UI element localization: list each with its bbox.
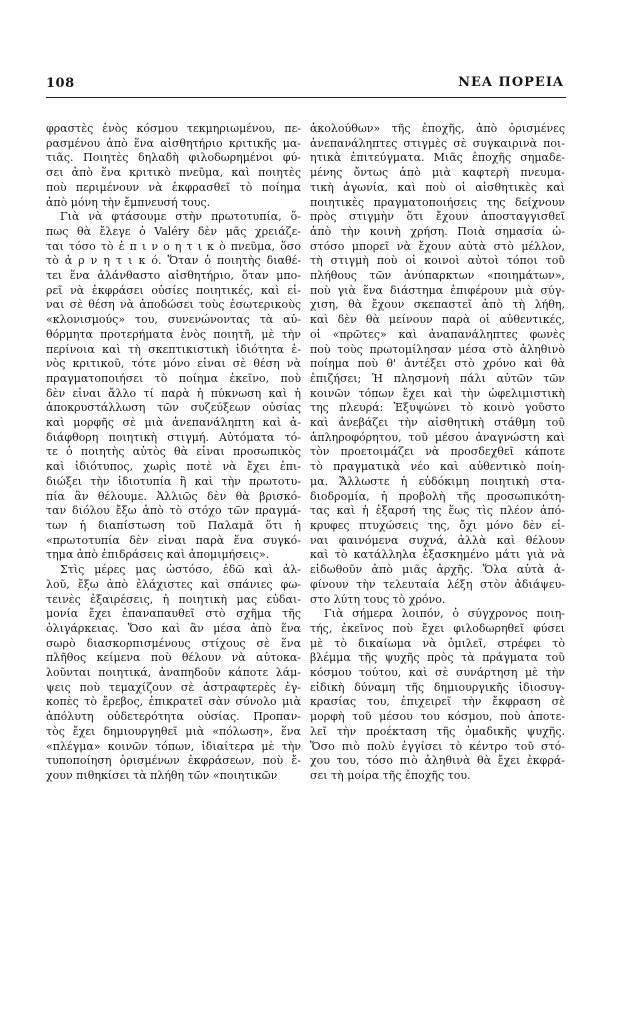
- text-line: των ἡ διαπίστωση τοῦ Παλαμᾶ ὅτι ἡ: [46, 518, 301, 532]
- text-line: ναι σὲ θέση νὰ ἀποδώσει τοὺς ἐσωτερικοὺς: [46, 298, 301, 312]
- text-line: περίνοια καὶ τὴ σκεπτικιστικὴ ἰδιότητα ἑ-: [46, 342, 301, 356]
- text-line: Γιὰ νὰ φτάσουμε στὴν πρωτοτυπία, ὅ-: [60, 210, 301, 224]
- text-line: καὶ ἀνεβάζει τὴν αἰσθητικὴ στάθμη τοῦ: [310, 416, 565, 430]
- text-line: φίνουν τὴν τελευταία λέξη στὸν ἀδιάψευ-: [310, 577, 565, 591]
- running-head: ΝΕΑ ΠΟΡΕΙΑ: [458, 75, 564, 90]
- text-line: Ὅσο πιὸ πολὺ ἐγγίσει τὸ κέντρο τοῦ στό-: [310, 739, 565, 753]
- text-line: καὶ δὲν θὰ μείνουν παρὰ οἱ αὐθεντικές,: [310, 313, 565, 327]
- text-line: τὸ πραγματικὰ νέο καὶ αὐθεντικὸ ποίη-: [310, 460, 565, 474]
- text-line: ποίημα ποὺ θ' ἀντέξει στὸ χρόνο καὶ θὰ: [310, 357, 565, 371]
- text-line: μα. Ἄλλωστε ἡ εὐδόκιμη ποιητικὴ στα-: [310, 474, 565, 488]
- text-line: κόσμου τούτου, καὶ σὲ συνάρτηση μὲ τὴν: [310, 666, 565, 680]
- text-line: πλήθους τῶν ἀνύπαρκτων «ποιημάτων»,: [310, 269, 565, 283]
- text-line: κρασίας του, ἐπιχειρεῖ τὴν ἔκφραση σὲ: [310, 695, 565, 709]
- text-line: τικὴ ἀγωνία, καὶ ποὺ οἱ αἰσθητικὲς καὶ: [310, 180, 565, 194]
- text-line: κοπὲς τὸ ἔρεβος, ἐπικρατεῖ σὰν σύνολο μιὰ: [46, 695, 301, 709]
- text-line: καὶ ἰδιότυπος, χωρὶς ποτὲ νὰ ἔχει ἐπι-: [46, 460, 301, 474]
- text-line: νὸς κριτικοῦ, τότε μόνο εἶναι σὲ θέση νὰ: [46, 357, 301, 371]
- text-line: ἀπόλυτη οὐδετερότητα οὐσίας. Προπαν-: [46, 710, 301, 724]
- text-line: Γιὰ σήμερα λοιπόν, ὁ σύγχρονος ποιη-: [324, 607, 565, 621]
- text-line: ποιητικὲς πραγματοποιήσεις της δείχνουν: [310, 195, 565, 209]
- text-line: κρυφες πτυχώσεις της, ὄχι μόνο δὲν εἶ-: [310, 518, 565, 532]
- text-line: ἀπληροφόρητου, τοῦ μέσου ἀναγνώστη καὶ: [310, 430, 565, 444]
- text-line: τε ὁ ποιητὴς αὐτὸς θὰ εἶναι προσωπικὸς: [46, 445, 301, 459]
- text-line: τιᾶς. Ποιητὲς δηλαδὴ φιλοδωρημένοι φύ-: [46, 151, 301, 165]
- text-line: «πρωτοτυπία δὲν εἶναι παρὰ ἕνα συγκό-: [46, 533, 301, 547]
- text-line: της πλευρά: Ἐξυψώνει τὸ κοινὸ γοῦστο: [310, 401, 565, 415]
- text-line: πρὸς στιγμὴν ὅτι ἔχουν ἀποσταγγισθεῖ: [310, 210, 565, 224]
- text-line: πλῆθος κείμενα ποὺ θέλουν νὰ αὐτοκα-: [46, 651, 301, 665]
- text-line: ποὺ τοὺς πρωτομίλησαν μέσα στὸ ἀληθινὸ: [310, 342, 565, 356]
- text-line: τὸν προετοιμάζει νὰ προσδεχθεῖ κάποτε: [310, 445, 565, 459]
- text-line: πραγματοποιήσει τὸ ποίημα ἐκεῖνο, ποὺ: [46, 371, 301, 385]
- text-line: σωρὸ διασκορπισμένους στίχους σὲ ἕνα: [46, 636, 301, 650]
- text-line: ἀκολούθων» τῆς ἐποχῆς, ἀπὸ ὁρισμένες: [310, 122, 565, 135]
- text-line: ποὺ γιὰ ἕνα διάστημα ἐπιφέρουν μιὰ σύγ-: [310, 283, 565, 297]
- text-line: τεινὲς ἐξαιρέσεις, ἡ ποιητικὴ μας εὐδαι-: [46, 592, 301, 606]
- text-line: Στὶς μέρες μας ὡστόσο, ἐδῶ καὶ ἀλ-: [60, 563, 301, 577]
- text-line: φραστὲς ἑνὸς κόσμου τεκμηριωμένου, πε-: [46, 122, 301, 135]
- text-line: ἀπὸ μόνη τὴν ἔμπνευσή τους.: [46, 195, 211, 209]
- text-line: τυποποίηση ὁρισμένων ἐκφράσεων, ποὺ ἔ-: [46, 754, 301, 768]
- right-column: [310, 122, 565, 784]
- text-line: ὀλιγάρκειας. Ὅσο καὶ ἂν μέσα ἀπὸ ἕνα: [46, 621, 301, 635]
- text-line: εἰδωθοῦν ἀπὸ μιᾶς ἀρχῆς. Ὅλα αὐτὰ ἀ-: [310, 563, 565, 577]
- text-line: οἱ «πρῶτες» καὶ ἀναπανάληπτες φωνὲς: [310, 327, 565, 341]
- text-line: «κλονισμούς» του, συνενώνοντας τὰ αὐ-: [46, 313, 301, 327]
- text-line: ται τόσο τὸ ἐ π ι ν ο η τ ι κ ὸ πνεῦμα, ὅσο: [46, 239, 301, 253]
- text-line: τής, ἐκεῖνος ποὺ ἔχει φιλοδωρηθεῖ φύσει: [310, 621, 565, 635]
- text-line: ἀπὸ τὴν κοινὴ χρήση. Ποιὰ σημασία ὡ-: [310, 224, 565, 238]
- text-line: δὲν εἶναι ἄλλο τί παρὰ ἡ πύκνωση καὶ ἡ: [46, 386, 301, 400]
- text-line: μορφὴ τοῦ μέσου του κόσμου, ποὺ ἀποτε-: [310, 710, 565, 724]
- text-line: βλέμμα τῆς ψυχῆς πρὸς τὰ πράγματα τοῦ: [310, 651, 565, 665]
- text-line: λεῖ τὴν προέκταση τῆς ὁμαδικῆς ψυχῆς.: [310, 724, 565, 738]
- text-line: διώξει τὴν ἰδιοτυπία ἢ καὶ τὴν πρωτοτυ-: [46, 474, 301, 488]
- page-number: 108: [46, 76, 75, 91]
- text-line: ἐπιζήσει; Ἡ πλησμονὴ πάλι αὐτῶν τῶν: [310, 371, 565, 385]
- text-line: μὲ τὸ δικαίωμα νὰ ὁμιλεῖ, στρέφει τὸ: [310, 636, 565, 650]
- text-line: σει ἀπὸ ἕνα κριτικὸ πνεῦμα, καὶ ποιητὲς: [46, 166, 301, 180]
- text-line: χουν πιθηκίσει τὰ πλήθη τῶν «ποιητικῶν: [46, 768, 278, 782]
- text-line: σει τὴ μοίρα τῆς ἐποχῆς του.: [310, 768, 471, 782]
- text-line: μονία ἔχει ἐπαναπαυθεῖ στὸ σχῆμα τῆς: [46, 607, 301, 621]
- text-line: τὴ στιγμὴ ποὺ οἱ κοινοὶ αὐτοὶ τόποι τοῦ: [310, 254, 565, 268]
- text-line: ἀνεπανάληπτες στιγμὲς σὲ συγκαιρινὰ ποι-: [310, 136, 565, 150]
- text-line: ητικὰ ἐπιτεύγματα. Μιᾶς ἐποχῆς σημαδε-: [310, 151, 565, 165]
- text-line: λοῦνται ποιητικά, ἀναπηδοῦν κάποτε λάμ-: [46, 666, 301, 680]
- text-line: «πλέγμα» κοινῶν τόπων, ἰδιαίτερα μὲ τὴν: [46, 739, 301, 753]
- text-line: ποὺ περιμένουν νὰ ἐκφρασθεῖ τὸ ποίημα: [46, 180, 301, 194]
- text-line: στόσο μπορεῖ νὰ ἔχουν αὐτὰ στὸ μέλλον,: [310, 239, 565, 253]
- text-line: χου του, τόσο πιὸ ἀληθινὰ θὰ ἔχει ἐκφρά-: [310, 754, 565, 768]
- text-line: ναι φαινόμενα συχνά, ἀλλὰ καὶ θέλουν: [310, 533, 565, 547]
- text-line: τει ἕνα ἀλάνθαστο αἰσθητήριο, ὅταν μπο-: [46, 269, 301, 283]
- text-line: πία ἂν θέλουμε. Ἀλλιῶς δὲν θὰ βρισκό-: [46, 489, 301, 503]
- text-line: τημα ἀπὸ ἐπιδράσεις καὶ ἀπομιμήσεις».: [46, 548, 270, 562]
- text-line: λοῦ, ἔξω ἀπὸ ἐλάχιστες καὶ σπάνιες φω-: [46, 577, 301, 591]
- text-line: τὸ ἀ ρ ν η τ ι κ ό. Ὅταν ὁ ποιητὴς διαθέ-: [46, 254, 301, 268]
- text-line: εἰδικὴ δύναμη τῆς δημιουργικῆς ἰδιοσυγ-: [310, 680, 565, 694]
- header-rule: [46, 97, 566, 98]
- text-line: τας καὶ ἡ ἐξαρσή της ἕως τὶς πλέον ἀπό-: [310, 504, 565, 518]
- text-line: ψεις ποὺ τεμαχίζουν σὲ ἀστραφτερὲς ἐγ-: [46, 680, 301, 694]
- text-line: τὸς ἔχει δημιουργηθεῖ μιὰ «πόλωση», ἕνα: [46, 724, 301, 738]
- text-line: καὶ μορφῆς σὲ μιὰ ἀνεπανάληπτη καὶ ἀ-: [46, 416, 301, 430]
- text-line: μένης ὄντως ἀπὸ μιὰ καφτερὴ πνευμα-: [310, 166, 565, 180]
- text-line: ρασμένου ἀπὸ ἕνα αἰσθητήριο κριτικῆς μα-: [46, 136, 301, 150]
- left-column: [46, 122, 301, 784]
- text-line: κοινῶν τόπων ἔχει καὶ τὴν ὠφελιμιστικὴ: [310, 386, 565, 400]
- text-line: χιση, θὰ ἔχουν σκεπαστεῖ ἀπὸ τὴ λήθη,: [310, 298, 565, 312]
- text-line: θόρμητα προτερήματα ἑνὸς ποιητῆ, μὲ τὴν: [46, 327, 301, 341]
- text-line: διοδρομία, ἡ προβολὴ τῆς προσωπικότη-: [310, 489, 565, 503]
- text-line: πως θὰ ἔλεγε ὁ Valéry δὲν μᾶς χρειάζε-: [46, 224, 301, 238]
- text-line: ταν διόλου ἔξω ἀπὸ τὸ στόχο τῶν πραγμά-: [46, 504, 301, 518]
- text-line: διάφθορη ποιητικὴ στιγμή. Αὐτόματα τό-: [46, 430, 301, 444]
- text-line: στο λύτη τους τὸ χρόνο.: [310, 592, 446, 606]
- text-line: ρεῖ νὰ ἐκφράσει οὐσίες ποιητικές, καὶ εἶ-: [46, 283, 301, 297]
- text-line: καὶ τὸ κατάλληλα ἐξασκημένο μάτι γιὰ νὰ: [310, 548, 565, 562]
- text-line: ἀποκρυστάλλωση τῶν συζεύξεων οὐσίας: [46, 401, 301, 415]
